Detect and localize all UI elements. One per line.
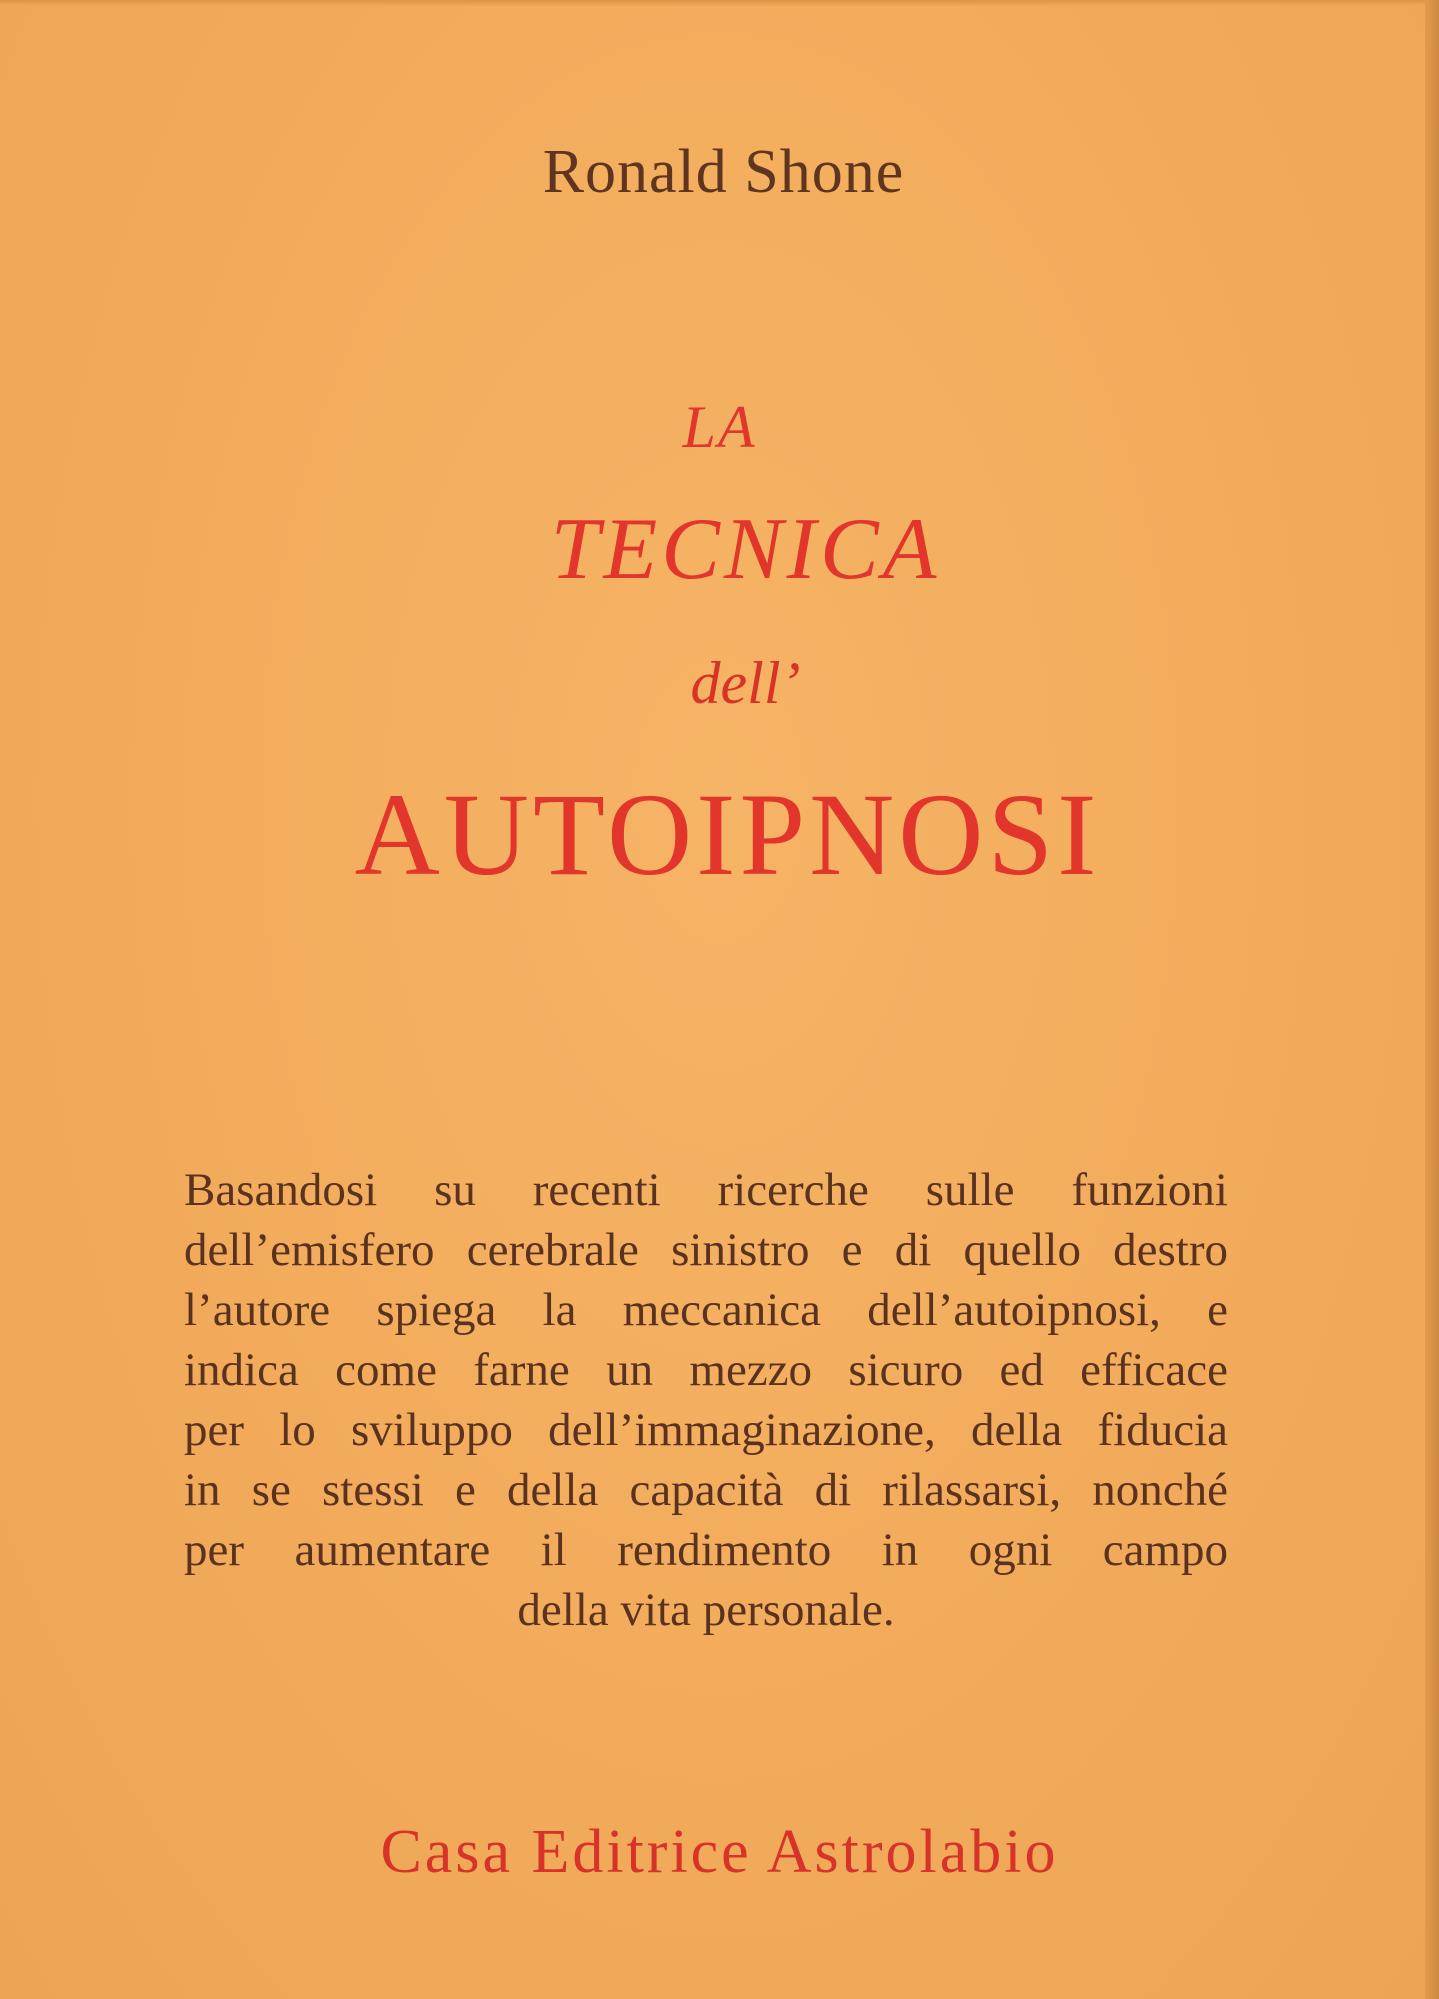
title-line-tecnica: TECNICA <box>550 501 941 598</box>
blurb-text <box>184 1160 1228 1640</box>
author-name: Ronald Shone <box>542 138 905 206</box>
cover-top-edge <box>0 0 1439 6</box>
publisher-name: Casa Editrice Astrolabio <box>380 1818 1059 1886</box>
title-line-dell: dell’ <box>690 650 801 716</box>
blurb-line: per aumentare il rendimento in ogni campo <box>184 1524 1228 1576</box>
blurb-line: indica come farne un mezzo sicuro ed efficace <box>184 1344 1228 1396</box>
blurb-line: per lo sviluppo dell’immaginazione, della fiducia <box>184 1404 1228 1456</box>
blurb-line: in se stessi e della capacità di rilassarsi, nonché <box>184 1464 1228 1516</box>
blurb-line: della vita personale. <box>517 1584 895 1636</box>
blurb-line: l’autore spiega la meccanica dell’autoipnosi, e <box>184 1284 1228 1336</box>
blurb-line: dell’emisfero cerebrale sinistro e di quello destro <box>184 1224 1228 1276</box>
cover-right-edge <box>1425 0 1439 1999</box>
title-line-la: LA <box>682 394 757 460</box>
blurb-line: Basandosi su recenti ricerche sulle funzioni <box>184 1164 1228 1216</box>
title-line-autoipnosi: AUTOIPNOSI <box>354 769 1101 900</box>
